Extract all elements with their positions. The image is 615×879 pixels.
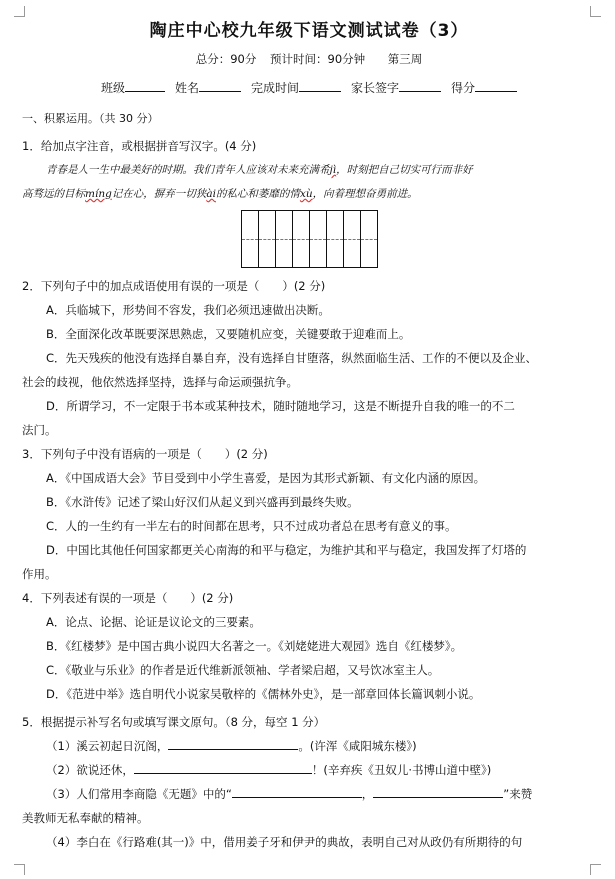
- answer-grid: [241, 210, 378, 268]
- field-finish-time: 完成时间: [251, 79, 341, 96]
- estimated-time: 预计时间：90分钟: [270, 52, 366, 66]
- field-class: 班级: [101, 79, 165, 96]
- answer-line[interactable]: [232, 785, 362, 798]
- question-3-option-d: D．中国比其他任何国家都更关心南海的和平与稳定，为维护其和平与稳定，我国发挥了灯塔的: [46, 543, 527, 557]
- answer-cell[interactable]: [259, 211, 276, 267]
- crop-mark-bottom-left: [14, 864, 25, 875]
- total-score: 总分：90分: [195, 52, 257, 66]
- week-label: 第三周: [387, 52, 423, 66]
- pinyin-ming: míng: [85, 188, 112, 200]
- answer-cell[interactable]: [310, 211, 327, 267]
- question-3-option-d-cont: 作用。: [22, 567, 57, 581]
- question-5-item-4: （4）李白在《行路难(其一)》中，借用姜子牙和伊尹的典故，表明自己对从政仍有所期待的句: [46, 835, 523, 849]
- pinyin-xu: xù: [299, 188, 313, 200]
- exam-meta: [22, 51, 596, 67]
- question-4-option-a: A．论点、论据、论证是议论文的三要素。: [46, 615, 261, 629]
- question-2-option-c: C．先天残疾的他没有选择自暴自弃，没有选择自甘堕落，纵然面临生活、工作的不便以及企业、: [46, 351, 538, 365]
- question-5-item-3-cont: 美教师无私奉献的精神。: [22, 811, 149, 825]
- question-5-item-3: （3）人们常用李商隐《无题》中的“ ， ”来赞: [46, 787, 533, 801]
- class-blank[interactable]: [125, 79, 165, 92]
- question-3-option-c: C．人的一生约有一半左右的时间都在思考，只不过成功者总在思考有意义的事。: [46, 519, 457, 533]
- field-parent-signature: 家长签字: [351, 79, 441, 96]
- student-info-row: [22, 79, 596, 96]
- crop-mark-bottom-right: [590, 864, 601, 875]
- question-5-item-1: （1）溪云初起日沉阁， 。(许浑《咸阳城东楼》): [46, 739, 417, 753]
- question-3-option-a: A．《中国成语大会》节目受到中小学生喜爱，是因为其形式新颖、有文化内涵的原因。: [46, 471, 486, 485]
- question-2-option-a: A．兵临城下，形势间不容发，我们必须迅速做出决断。: [46, 303, 330, 317]
- answer-cell[interactable]: [327, 211, 344, 267]
- question-3-stem: 3．下列句子中没有语病的一项是（ ）(2 分): [22, 447, 268, 461]
- section-heading: 一、积累运用。（共 30 分）: [22, 112, 159, 125]
- question-2-option-d-cont: 法门。: [22, 423, 57, 437]
- parent-signature-blank[interactable]: [399, 79, 441, 92]
- answer-line[interactable]: [373, 785, 503, 798]
- answer-cell[interactable]: [276, 211, 293, 267]
- question-1-passage-line1: 青春是人一生中最美好的时期。我们青年人应该对未来充满希jì，时刻把自己切实可行而非好: [46, 164, 473, 176]
- answer-grid-wrap: [22, 210, 596, 268]
- field-name: 姓名: [175, 79, 241, 96]
- answer-cell[interactable]: [293, 211, 310, 267]
- question-4-option-c: C．《敬业与乐业》的作者是近代维新派领袖、学者梁启超，又号饮冰室主人。: [46, 663, 440, 677]
- question-5-item-2: （2）欲说还休， ！(辛弃疾《丑奴儿·书博山道中壁》): [46, 763, 492, 777]
- answer-cell[interactable]: [344, 211, 361, 267]
- name-blank[interactable]: [199, 79, 241, 92]
- question-1-stem: 1．给加点字注音，或根据拼音写汉字。(4 分): [22, 139, 257, 153]
- question-2-option-d: D．所谓学习，不一定限于书本或某种技术，随时随地学习，这是不断提升自我的唯一的不二: [46, 399, 515, 413]
- score-blank[interactable]: [475, 79, 517, 92]
- answer-cell[interactable]: [242, 211, 259, 267]
- question-4-option-d: D．《范进中举》选自明代小说家吴敬梓的《儒林外史》，是一部章回体长篇讽刺小说。: [46, 687, 481, 701]
- question-2-option-b: B．全面深化改革既要深思熟虑，又要随机应变，关键要敢于迎难而上。: [46, 327, 411, 341]
- pinyin-ji: jì: [329, 164, 337, 176]
- answer-cell[interactable]: [361, 211, 377, 267]
- question-3-option-b: B．《水浒传》记述了梁山好汉们从起义到兴盛再到最终失败。: [46, 495, 359, 509]
- field-score: 得分: [451, 79, 517, 96]
- finish-time-blank[interactable]: [299, 79, 341, 92]
- answer-line[interactable]: [134, 761, 312, 774]
- question-4-option-b: B．《红楼梦》是中国古典小说四大名著之一。《刘姥姥进大观园》选自《红楼梦》。: [46, 639, 463, 653]
- pinyin-ai: ài: [206, 188, 216, 200]
- question-4-stem: 4．下列表述有误的一项是（ ）(2 分): [22, 591, 234, 605]
- question-1-passage-line2: 高骛远的目标míng记在心，摒弃一切狭ài的私心和萎靡的情xù，向着理想奋勇前进。: [22, 188, 418, 200]
- exam-title: 陶庄中心校九年级下语文测试试卷（3）: [149, 21, 469, 41]
- question-2-stem: 2．下列句子中的加点成语使用有误的一项是（ ）(2 分): [22, 279, 326, 293]
- answer-line[interactable]: [168, 737, 298, 750]
- exam-page: [22, 10, 596, 854]
- question-5-stem: 5．根据提示补写名句或填写课文原句。（8 分，每空 1 分）: [22, 715, 326, 729]
- question-2-option-c-cont: 社会的歧视，他依然选择坚持，选择与命运顽强抗争。: [22, 375, 298, 389]
